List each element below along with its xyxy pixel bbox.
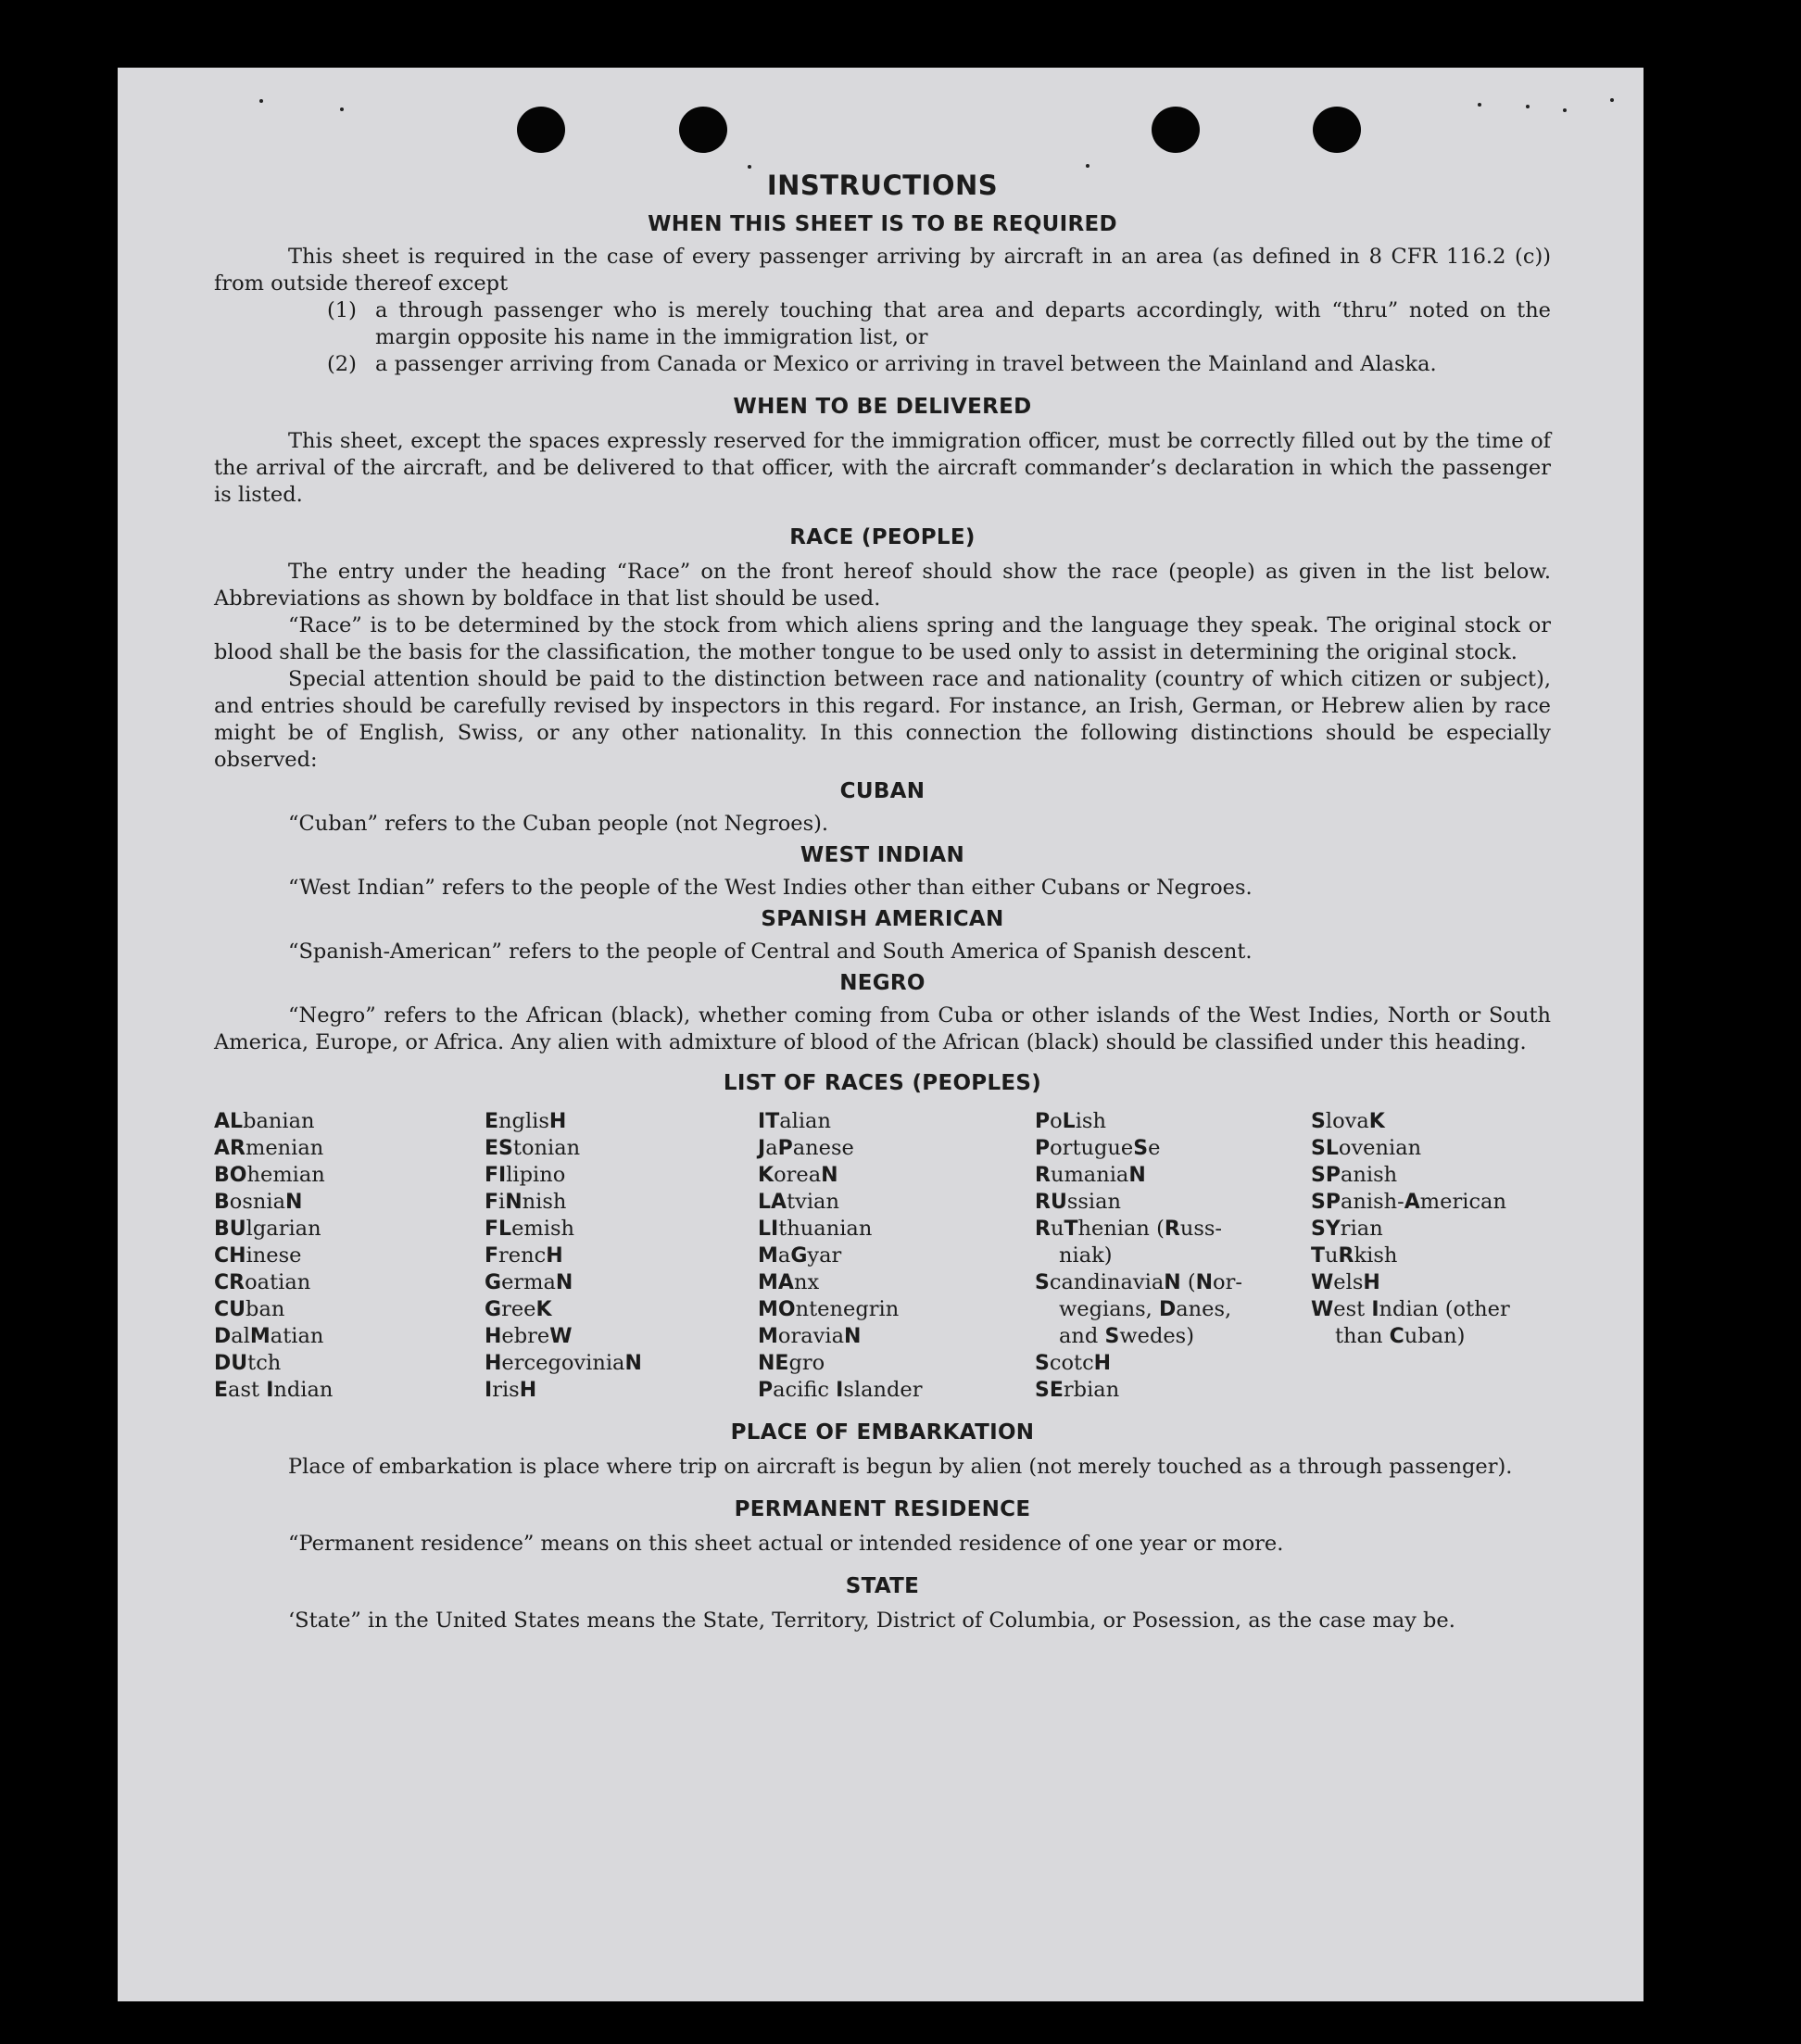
exception-list: [327, 297, 1551, 378]
race-entry: SPanish: [1311, 1163, 1398, 1187]
speck: [748, 165, 751, 169]
cuban-text: “Cuban” refers to the Cuban people (not Negroes).: [288, 812, 829, 836]
page-title: INSTRUCTIONS: [766, 170, 999, 201]
punch-hole: [517, 107, 565, 153]
section-heading-embarkation: PLACE OF EMBARKATION: [730, 1420, 1035, 1445]
race-entry: MaGyar: [758, 1243, 842, 1268]
race-entry: ITalian: [758, 1109, 831, 1133]
race-column: [1311, 1108, 1543, 1404]
list-item: [327, 297, 1551, 351]
race-entry: Pacifc Islander: [758, 1378, 923, 1402]
race-entry: DUtch: [214, 1351, 282, 1375]
item-text: a passenger arriving from Canada or Mexico or arriving in travel between the Mainland and Alaska.: [375, 352, 1437, 376]
item-text: a through passenger who is merely touching that area and departs accordingly, with “thru” noted on the margin opposite his name in the immigration list, or: [375, 298, 1551, 349]
race-entry: RuThenian (Russ-: [1035, 1217, 1223, 1241]
race-entry: SYrian: [1311, 1217, 1383, 1241]
race-entry: EnglisH: [485, 1109, 567, 1133]
race-entry: SLovenian: [1311, 1136, 1422, 1160]
race-entry: ScandinaviaN (Nor-: [1035, 1270, 1242, 1294]
race-entry: NEgro: [758, 1351, 825, 1375]
punch-hole: [679, 107, 727, 153]
race-entry: HercegoviniaN: [485, 1351, 642, 1375]
state-text: ‘State” in the United States means the State, Territory, District of Columbia, or Posession, as the case may be.: [288, 1609, 1455, 1633]
race-entry: ALbanian: [214, 1109, 315, 1133]
race-entry: MAnx: [758, 1270, 820, 1294]
residence-text: “Permanent residence” means on this sheet actual or intended residence of one year or more.: [288, 1532, 1284, 1556]
section-heading-residence: PERMANENT RESIDENCE: [734, 1497, 1031, 1521]
race-entry: East Indian: [214, 1378, 334, 1402]
section-heading-negro: NEGRO: [839, 971, 926, 995]
race-entry: HebreW: [485, 1324, 573, 1348]
race-column: [1035, 1108, 1311, 1404]
race-entry: RUssian: [1035, 1190, 1122, 1214]
instructions-body: [214, 170, 1551, 1634]
item-number: (1): [327, 298, 357, 322]
race-entry: FIlipino: [485, 1163, 566, 1187]
race-column: [758, 1108, 1035, 1404]
race-paragraph-1: The entry under the heading “Race” on the front hereof should show the race (people) as given in the list below. Abbreviations as shown by boldface in that list should be used.: [214, 560, 1551, 611]
race-entry: GermaN: [485, 1270, 573, 1294]
section-heading-state: STATE: [845, 1574, 920, 1598]
spanish-american-text: “Spanish-American” refers to the people of Central and South America of Spanish descent.: [288, 940, 1253, 964]
race-column: [485, 1108, 758, 1404]
race-column: [214, 1108, 485, 1404]
race-entry: MOntenegrin: [758, 1297, 900, 1321]
race-entry: FLemish: [485, 1217, 574, 1241]
section-heading-required: WHEN THIS SHEET IS TO BE REQUIRED: [648, 212, 1117, 236]
race-entry: West Indian (other: [1311, 1297, 1510, 1321]
race-entry: DalMatian: [214, 1324, 324, 1348]
race-entry: SErbian: [1035, 1378, 1120, 1402]
race-entry: RumaniaN: [1035, 1163, 1146, 1187]
list-item: [327, 351, 1551, 378]
race-entry: FiNnish: [485, 1190, 567, 1214]
race-entry: WelsH: [1311, 1270, 1380, 1294]
speck: [340, 107, 344, 111]
race-entry: CHinese: [214, 1243, 302, 1268]
speck: [1478, 103, 1481, 107]
section-heading-cuban: CUBAN: [839, 779, 926, 803]
race-entry: BosniaN: [214, 1190, 303, 1214]
race-entry: ARmenian: [214, 1136, 324, 1160]
race-entry-continuation: than Cuban): [1335, 1324, 1466, 1348]
speck: [1563, 108, 1567, 112]
race-entry: PoLish: [1035, 1109, 1106, 1133]
speck: [1610, 98, 1614, 102]
section-heading-race: RACE (PEOPLE): [789, 525, 976, 549]
delivered-text: This sheet, except the spaces expressly reserved for the immigration officer, must be correctly filled out by the time of the arrival of the aircraft, and be delivered to that officer, with the aircraft commander’s declaration in which the passenger is listed.: [214, 429, 1551, 507]
race-entry: EStonian: [485, 1136, 581, 1160]
race-entry: KoreaN: [758, 1163, 838, 1187]
required-intro: This sheet is required in the case of every passenger arriving by aircraft in an area (as defined in 8 CFR 116.2 (c)) from outside thereof except: [214, 245, 1551, 296]
race-entry-continuation: wegians, Danes,: [1059, 1297, 1232, 1321]
race-entry: ScotcH: [1035, 1351, 1112, 1375]
race-entry: SlovaK: [1311, 1109, 1385, 1133]
race-entry: PortugueSe: [1035, 1136, 1161, 1160]
race-entry: BOhemian: [214, 1163, 325, 1187]
race-entry: IrisH: [485, 1378, 537, 1402]
race-entry: LAtvian: [758, 1190, 839, 1214]
race-paragraph-2: “Race” is to be determined by the stock from which aliens spring and the language they speak. The original stock or blood shall be the basis for the classification, the mother tongue to be used only to assist in determining the original stock.: [214, 613, 1551, 664]
race-entry: FrencH: [485, 1243, 563, 1268]
item-number: (2): [327, 352, 357, 376]
race-paragraph-3: Special attention should be paid to the distinction between race and nationality (country of which citizen or subject), and entries should be carefully revised by inspectors in this regard. For instance, an Irish, German, or Hebrew alien by race might be of English, Swiss, or any other nationality. In this connection the following distinctions should be especially observed:: [214, 667, 1551, 772]
west-indian-text: “West Indian” refers to the people of the West Indies other than either Cubans or Negroes.: [288, 876, 1253, 900]
document-page: [118, 68, 1644, 2001]
speck: [259, 99, 263, 103]
race-entry-continuation: niak): [1059, 1243, 1113, 1268]
race-entry-continuation: and Swedes): [1059, 1324, 1194, 1348]
race-entry: JaPanese: [758, 1136, 854, 1160]
race-entry: CRoatian: [214, 1270, 311, 1294]
punch-hole: [1152, 107, 1200, 153]
section-heading-spanish-american: SPANISH AMERICAN: [761, 907, 1004, 931]
section-heading-west-indian: WEST INDIAN: [800, 843, 965, 867]
race-entry: LIthuanian: [758, 1217, 873, 1241]
race-entry: CUban: [214, 1297, 285, 1321]
embarkation-text: Place of embarkation is place where trip on aircraft is begun by alien (not merely touched as a through passenger).: [288, 1455, 1513, 1479]
speck: [1526, 105, 1530, 108]
race-entry: GreeK: [485, 1297, 552, 1321]
speck: [1086, 164, 1089, 168]
punch-hole: [1313, 107, 1361, 153]
section-heading-list: LIST OF RACES (PEOPLES): [723, 1071, 1042, 1095]
race-entry: MoraviaN: [758, 1324, 862, 1348]
race-entry: TuRkish: [1311, 1243, 1398, 1268]
race-list: [214, 1108, 1551, 1404]
race-entry: BUlgarian: [214, 1217, 321, 1241]
section-heading-delivered: WHEN TO BE DELIVERED: [733, 395, 1032, 419]
negro-text: “Negro” refers to the African (black), whether coming from Cuba or other islands of the West Indies, North or South America, Europe, or Africa. Any alien with admixture of blood of the African (black) should be classified under this heading.: [214, 1003, 1551, 1054]
race-entry: SPanish-American: [1311, 1190, 1506, 1214]
